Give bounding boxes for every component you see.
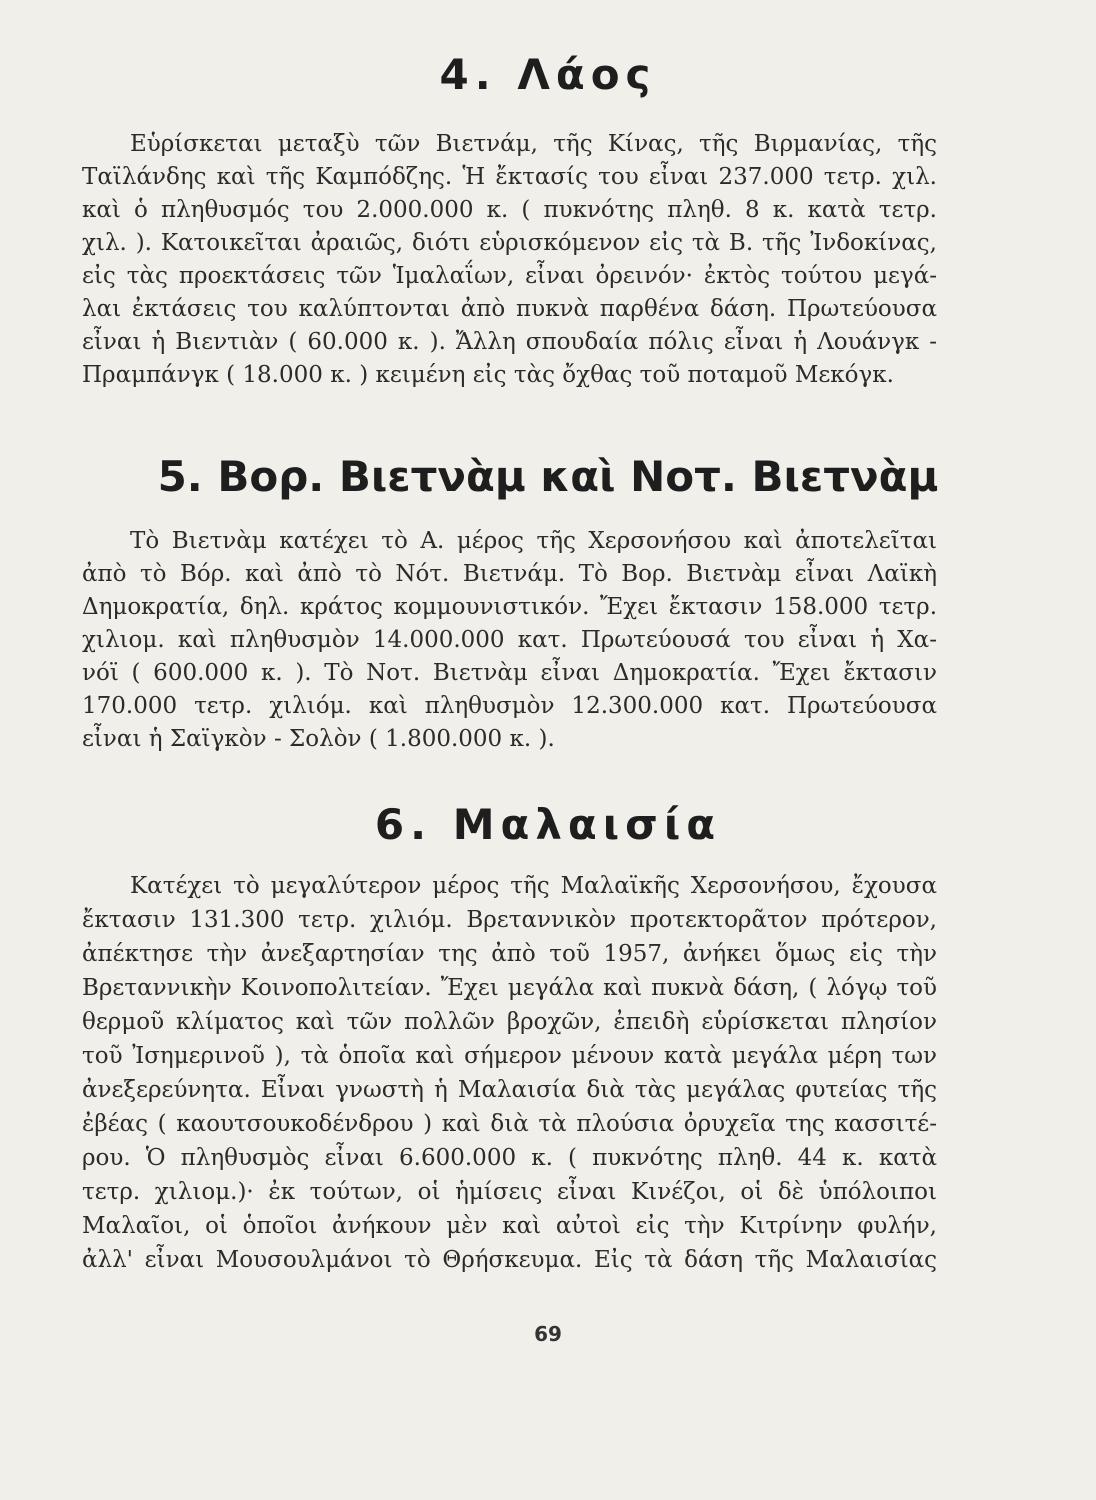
section-paragraph-laos <box>82 128 937 392</box>
section-heading-laos: 4. Λάος <box>439 50 657 99</box>
text-line: καὶ ὁ πληθυσμός του 2.000.000 κ. ( πυκνότης πληθ. 8 κ. κατὰ τετρ. <box>82 197 937 223</box>
section-paragraph-malaysia <box>82 870 937 1278</box>
text-line: Εὑρίσκεται μεταξὺ τῶν Βιετνάμ, τῆς Κίνας, τῆς Βιρμανίας, τῆς <box>130 131 937 157</box>
text-line: ρου. Ὁ πληθυσμὸς εἶναι 6.600.000 κ. ( πυκνότης πληθ. 44 κ. κατὰ <box>82 1145 937 1171</box>
text-line: ἀνεξερεύνητα. Εἶναι γνωστὴ ἡ Μαλαισία διὰ τὰς μεγάλας φυτείας τῆς <box>82 1077 937 1103</box>
page-number: 69 <box>534 1322 562 1346</box>
text-line: θερμοῦ κλίματος καὶ τῶν πολλῶν βροχῶν, ἐπειδὴ εὑρίσκεται πλησίον <box>82 1009 937 1035</box>
text-line: εἶναι ἡ Σαϊγκὸν - Σολὸν ( 1.800.000 κ. ). <box>82 726 555 752</box>
text-line: Δημοκρατία, δηλ. κράτος κομμουνιστικόν. Ἔχει ἔκτασιν 158.000 τετρ. <box>82 594 937 620</box>
text-line: ἀλλ' εἶναι Μουσουλμάνοι τὸ Θρήσκευμα. Εἰς τὰ δάση τῆς Μαλαισίας <box>82 1247 937 1273</box>
text-line: Μαλαῖοι, οἱ ὁποῖοι ἀνήκουν μὲν καὶ αὐτοὶ εἰς τὴν Κιτρίνην φυλήν, <box>82 1213 937 1239</box>
text-line: 170.000 τετρ. χιλιόμ. καὶ πληθυσμὸν 12.300.000 κατ. Πρωτεύουσα <box>82 693 937 719</box>
text-line: Πραμπάνγκ ( 18.000 κ. ) κειμένη εἰς τὰς ὄχθας τοῦ ποταμοῦ Μεκόγκ. <box>82 362 894 388</box>
text-line: χιλιομ. καὶ πληθυσμὸν 14.000.000 κατ. Πρωτεύουσά του εἶναι ἡ Χα- <box>82 627 937 653</box>
text-line: ἐβέας ( καουτσουκοδένδρου ) καὶ διὰ τὰ πλούσια ὀρυχεῖα της κασσιτέ- <box>82 1111 937 1137</box>
text-line: τετρ. χιλιομ.)· ἐκ τούτων, οἱ ἡμίσεις εἶναι Κινέζοι, οἱ δὲ ὑπόλοιποι <box>82 1179 937 1205</box>
text-line: ἀπέκτησε τὴν ἀνεξαρτησίαν της ἀπὸ τοῦ 1957, ἀνήκει ὅμως εἰς τὴν <box>82 941 937 967</box>
section-heading-malaysia: 6. Μαλαισία <box>374 800 722 849</box>
text-line: ἀπὸ τὸ Βόρ. καὶ ἀπὸ τὸ Νότ. Βιετνάμ. Τὸ Βορ. Βιετνὰμ εἶναι Λαϊκὴ <box>82 561 937 587</box>
text-line: εἶναι ἡ Βιεντιὰν ( 60.000 κ. ). Ἄλλη σπουδαία πόλις εἶναι ἡ Λουάνγκ - <box>82 329 937 355</box>
text-line: Ταϊλάνδης καὶ τῆς Καμπόδζης. Ἡ ἔκτασίς του εἶναι 237.000 τετρ. χιλ. <box>82 164 937 190</box>
text-line: Τὸ Βιετνὰμ κατέχει τὸ Α. μέρος τῆς Χερσονήσου καὶ ἀποτελεῖται <box>130 528 937 554</box>
text-line: εἰς τὰς προεκτάσεις τῶν Ἱμαλαΐων, εἶναι ὀρεινόν· ἐκτὸς τούτου μεγά- <box>82 263 937 289</box>
text-line: Βρεταννικὴν Κοινοπολιτείαν. Ἔχει μεγάλα καὶ πυκνὰ δάση, ( λόγῳ τοῦ <box>82 975 937 1001</box>
section-paragraph-vietnam <box>82 525 937 756</box>
text-line: λαι ἐκτάσεις του καλύπτονται ἀπὸ πυκνὰ παρθένα δάση. Πρωτεύουσα <box>82 296 937 322</box>
text-line: ἔκτασιν 131.300 τετρ. χιλιόμ. Βρεταννικὸν προτεκτορᾶτον πρότερον, <box>82 907 937 933</box>
text-line: τοῦ Ἰσημερινοῦ ), τὰ ὁποῖα καὶ σήμερον μένουν κατὰ μεγάλα μέρη των <box>82 1043 937 1069</box>
section-heading-vietnam: 5. Βορ. Βιετνὰμ καὶ Νοτ. Βιετνὰμ <box>157 452 939 501</box>
text-line: χιλ. ). Κατοικεῖται ἀραιῶς, διότι εὑρισκόμενον εἰς τὰ Β. τῆς Ἰνδοκίνας, <box>82 230 937 256</box>
text-line: νόϊ ( 600.000 κ. ). Τὸ Νοτ. Βιετνὰμ εἶναι Δημοκρατία. Ἔχει ἔκτασιν <box>82 660 937 686</box>
text-line: Κατέχει τὸ μεγαλύτερον μέρος τῆς Μαλαϊκῆς Χερσονήσου, ἔχουσα <box>130 873 937 899</box>
